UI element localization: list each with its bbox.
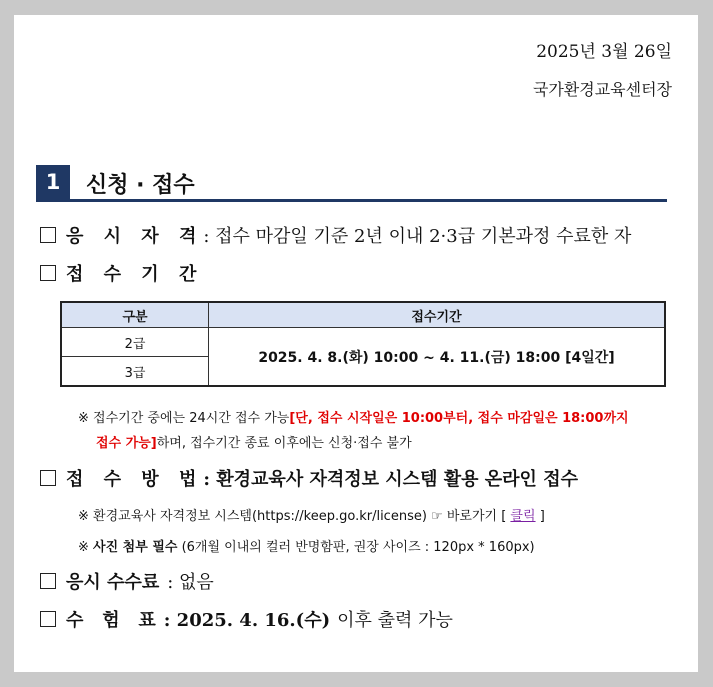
table-header-category: 구분 bbox=[61, 302, 209, 328]
eligibility-value: : 접수 마감일 기준 2년 이내 2·3급 기본과정 수료한 자 bbox=[203, 226, 632, 247]
grade-cell: 2급 bbox=[61, 328, 209, 357]
eligibility-label: 응 시 자 격 bbox=[66, 226, 204, 247]
period-label: 접 수 기 간 bbox=[66, 264, 204, 285]
fee-label: 응시 수수료 bbox=[66, 572, 160, 593]
checkbox-square-icon bbox=[40, 265, 56, 281]
checkbox-square-icon bbox=[40, 470, 56, 486]
system-link[interactable]: 클릭 bbox=[510, 509, 536, 524]
checkbox-square-icon bbox=[40, 227, 56, 243]
period-table bbox=[60, 301, 666, 387]
checkbox-square-icon bbox=[40, 611, 56, 627]
admission-row bbox=[40, 606, 453, 632]
admission-value: 이후 출력 가능 bbox=[337, 610, 453, 631]
period-note-text: ※ 접수기간 중에는 24시간 접수 가능 bbox=[78, 411, 290, 426]
eligibility-row bbox=[40, 222, 631, 248]
method-label: 접 수 방 법 bbox=[66, 469, 204, 490]
document-page bbox=[14, 15, 698, 672]
system-note bbox=[78, 505, 545, 524]
system-note-close: ] bbox=[539, 509, 545, 524]
period-note-highlight: [단, 접수 시작일은 10:00부터, 접수 마감일은 18:00까지 bbox=[289, 411, 629, 426]
fee-row bbox=[40, 568, 214, 594]
grade-cell: 3급 bbox=[61, 357, 209, 387]
section-divider bbox=[36, 199, 667, 202]
section-number: 1 bbox=[36, 165, 70, 199]
period-note-text-end: 하며, 접수기간 종료 이후에는 신청·접수 불가 bbox=[156, 436, 412, 451]
table-row bbox=[61, 328, 665, 357]
method-row bbox=[40, 465, 578, 491]
period-note-line-2 bbox=[96, 432, 412, 451]
admission-label: 수 험 표 bbox=[66, 610, 156, 631]
table-header-period: 접수기간 bbox=[209, 302, 666, 328]
photo-note-bold: 사진 첨부 필수 bbox=[93, 540, 178, 555]
photo-note-text: (6개월 이내의 컬러 반명함판, 권장 사이즈 : 120px * 160px) bbox=[177, 540, 535, 555]
photo-note-prefix: ※ bbox=[78, 540, 94, 555]
system-note-text: ※ 환경교육사 자격정보 시스템(https://keep.go.kr/license) ☞ 바로가기 [ bbox=[78, 509, 507, 524]
method-value: : 환경교육사 자격정보 시스템 활용 온라인 접수 bbox=[203, 469, 578, 490]
photo-note bbox=[78, 536, 535, 555]
period-note-line-1 bbox=[78, 407, 629, 426]
issuer-name: 국가환경교육센터장 bbox=[532, 80, 672, 99]
fee-value: : 없음 bbox=[167, 572, 214, 593]
document-date: 2025년 3월 26일 bbox=[536, 42, 672, 62]
period-note-highlight-end: 접수 가능] bbox=[96, 436, 157, 451]
period-cell: 2025. 4. 8.(화) 10:00 ~ 4. 11.(금) 18:00 [4일간] bbox=[209, 328, 666, 387]
period-row bbox=[40, 260, 203, 286]
admission-date: : 2025. 4. 16.(수) bbox=[163, 610, 331, 631]
checkbox-square-icon bbox=[40, 573, 56, 589]
section-title: 신청 · 접수 bbox=[86, 173, 195, 198]
